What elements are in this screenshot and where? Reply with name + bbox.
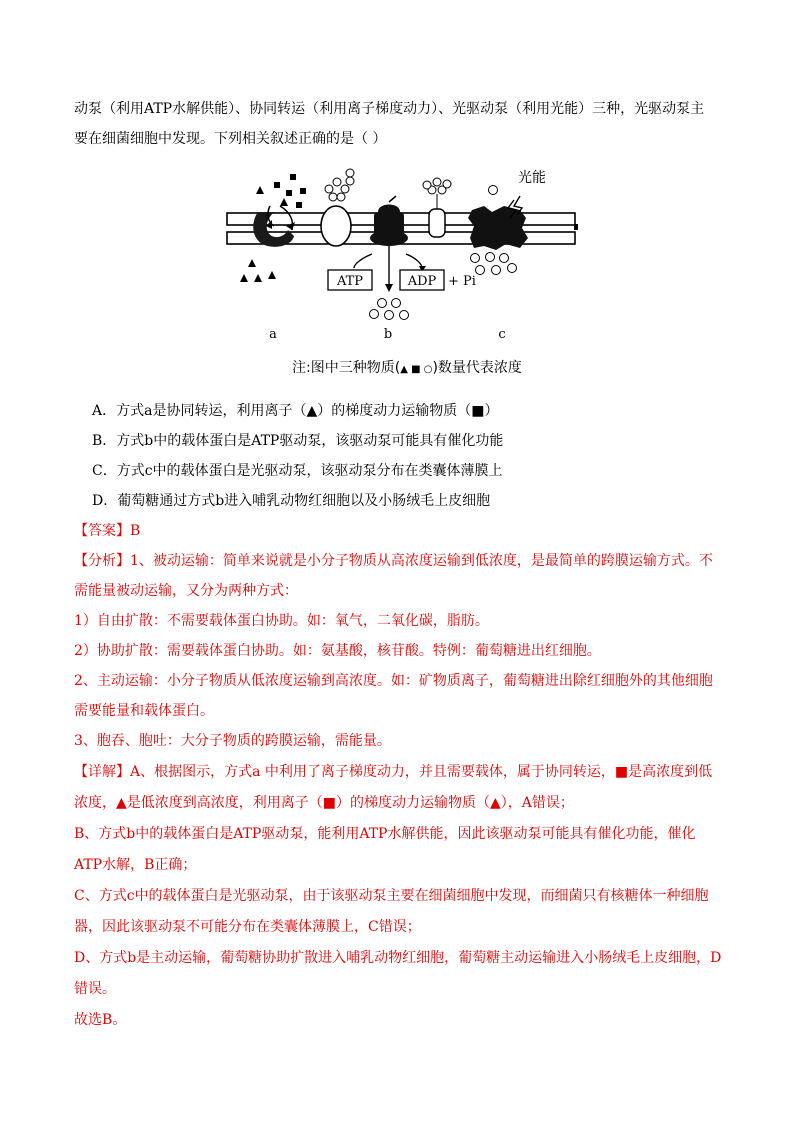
- label-a: a: [269, 327, 277, 342]
- detail-line-2: 浓度，▲是低浓度到高浓度，利用离子（■）的梯度动力运输物质（▲），A错误；: [74, 795, 574, 811]
- atp-label: ATP: [336, 274, 364, 289]
- membrane-transport-figure: [222, 160, 592, 382]
- adp-box: [400, 270, 444, 290]
- atp-box: [328, 270, 372, 290]
- analysis-line-7: 3、胞吞、胞吐：大分子物质的跨膜运输，需能量。: [74, 733, 391, 749]
- question-line-2: 要在细菌细胞中发现。下列相关叙述正确的是（ ）: [74, 131, 387, 147]
- detail-line-9: 故选B。: [74, 1012, 127, 1028]
- detail-line-5: C、方式c中的载体蛋白是光驱动泵，由于该驱动泵主要在细菌细胞中发现，而细菌只有核糖体一种细胞: [74, 888, 709, 904]
- carrier-protein: [321, 169, 354, 246]
- analysis-line-6: 需要能量和载体蛋白。: [74, 703, 214, 719]
- label-b: b: [383, 327, 393, 342]
- detail-line-7: D、方式b是主动运输，葡萄糖协助扩散进入哺乳动物红细胞，葡萄糖主动运输进入小肠绒毛上皮细胞，D: [74, 950, 722, 966]
- detail-line-1: 【详解】A、根据图示，方式a 中利用了离子梯度动力，并且需要载体，属于协同转运，■是高浓度到低: [74, 764, 713, 780]
- detail-line-3: B、方式b中的载体蛋白是ATP驱动泵，能利用ATP水解供能，因此该驱动泵可能具有催化功能，催化: [74, 826, 696, 842]
- caption-prefix: 注:图中三种物质(: [292, 360, 401, 376]
- small-carrier-protein: [423, 178, 451, 237]
- caption-suffix: )数量代表浓度: [432, 360, 522, 376]
- option-b: B．方式b中的载体蛋白是ATP驱动泵，该驱动泵可能具有催化功能: [92, 433, 504, 449]
- analysis-line-2: 需能量被动运输，又分为两种方式：: [74, 583, 298, 599]
- analysis-line-4: 2）协助扩散：需要载体蛋白协助。如：氨基酸，核苷酸。特例：葡萄糖进出红细胞。: [74, 643, 601, 659]
- pi-label: + Pi: [448, 274, 476, 289]
- adp-label: ADP: [407, 274, 437, 289]
- question-line-1: 动泵（利用ATP水解供能）、协同转运（利用离子梯度动力）、光驱动泵（利用光能）三种，光驱动泵主: [74, 101, 705, 117]
- symporter-protein-a: [253, 206, 295, 247]
- square-molecules: [274, 174, 306, 208]
- analysis-line-1: 【分析】1、被动运输：简单来说就是小分子物质从高浓度运输到低浓度，是最简单的跨膜运输方式。不: [74, 553, 713, 569]
- detail-line-6: 器，因此该驱动泵不可能分布在类囊体薄膜上，C错误；: [74, 919, 421, 935]
- figure-caption: [292, 359, 522, 376]
- option-c: C．方式c中的载体蛋白是光驱动泵，该驱动泵分布在类囊体薄膜上: [92, 463, 503, 479]
- detail-line-8: 错误。: [74, 981, 116, 997]
- analysis-line-3: 1）自由扩散：不需要载体蛋白协助。如：氧气，二氧化碳，脂肪。: [74, 613, 489, 629]
- label-c: c: [498, 327, 506, 342]
- option-a: A．方式a是协同转运，利用离子（▲）的梯度动力运输物质（■）: [92, 403, 499, 419]
- caption-symbols: ▲ ■ ○: [400, 364, 433, 375]
- light-energy-label: 光能: [518, 170, 546, 186]
- detail-line-4: ATP水解，B正确；: [74, 857, 197, 873]
- light-pump-c: [468, 196, 528, 250]
- answer-line: 【答案】B: [74, 523, 141, 539]
- analysis-line-5: 2、主动运输：小分子物质从低浓度运输到高浓度。如：矿物质离子，葡萄糖进出除红细胞外的其他细胞: [74, 673, 713, 689]
- option-d: D．葡萄糖通过方式b进入哺乳动物红细胞以及小肠绒毛上皮细胞: [92, 493, 491, 509]
- b-circle-molecules: [370, 299, 409, 320]
